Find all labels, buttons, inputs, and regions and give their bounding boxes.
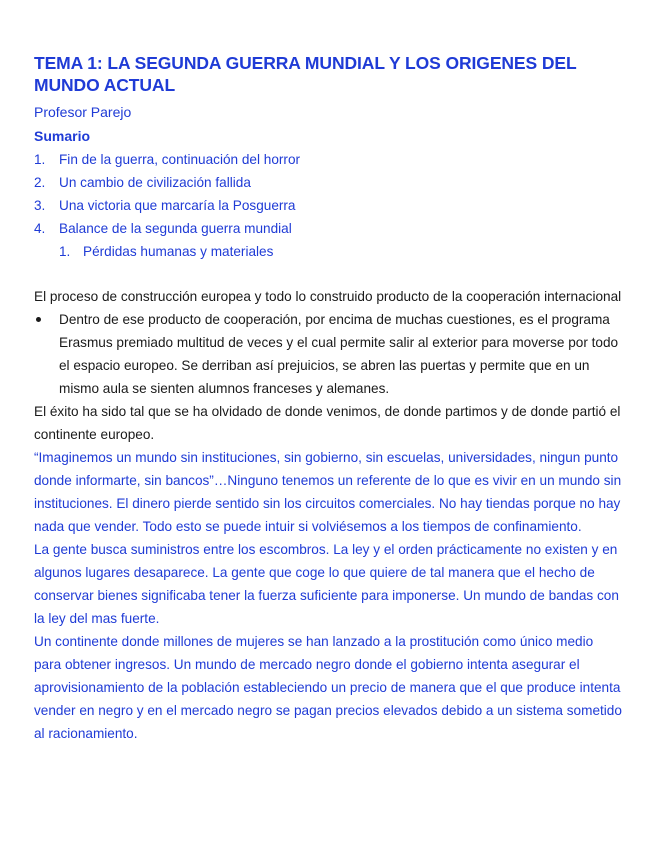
summary-item-number: 3. xyxy=(34,198,46,213)
summary-subitem-label: Pérdidas humanas y materiales xyxy=(83,244,274,259)
summary-subitem xyxy=(34,240,622,263)
bullet-item xyxy=(34,308,622,400)
paragraph-4: Un continente donde millones de mujeres se han lanzado a la prostitución como único medio para obtener ingresos. Un mundo de mercado negro donde el gobierno intenta asegurar el aprovisionamiento de la población estableciendo un precio de manera que el que produce intenta vender en negro y en el mercado negro se pagan precios elevados debido a un sistema sometido al racionamiento. xyxy=(34,634,622,741)
document-body xyxy=(34,285,622,745)
summary-item xyxy=(34,217,622,240)
summary-item-label: Balance de la segunda guerra mundial xyxy=(59,221,292,236)
bullet-icon xyxy=(36,317,41,322)
summary-item xyxy=(34,194,622,217)
summary-heading: Sumario xyxy=(34,128,91,144)
intro-paragraph: El proceso de construcción europea y todo lo construido producto de la cooperación internacional xyxy=(34,289,622,304)
paragraph-2: “Imaginemos un mundo sin instituciones, sin gobierno, sin escuelas, universidades, ningun punto donde informarte, sin bancos”…Ninguno tenemos un referente de lo que es vivir en un mundo sin instituciones. El dinero pierde sentido sin los circuitos comerciales. No hay tiendas porque no hay nada que vender. Todo esto se puede intuir si volviésemos a los tiempos de confinamiento. xyxy=(34,450,622,534)
summary-item-label: Un cambio de civilización fallida xyxy=(59,175,251,190)
summary-subitem-number: 1. xyxy=(59,244,71,259)
paragraph-3: La gente busca suministros entre los escombros. La ley y el orden prácticamente no existen y en algunos lugares desaparece. La gente que coge lo que quiere de tal manera que el hecho de conservar bienes significaba tener la fuerza suficiente para imponerse. Un mundo de bandas con la ley del mas fuerte. xyxy=(34,542,619,626)
document-title: TEMA 1: LA SEGUNDA GUERRA MUNDIAL Y LOS ORIGENES DEL MUNDO ACTUAL xyxy=(34,53,577,95)
summary-item-number: 4. xyxy=(34,221,46,236)
summary-item-number: 1. xyxy=(34,152,46,167)
paragraph-1: El éxito ha sido tal que se ha olvidado de donde venimos, de donde partimos y de donde partió el continente europeo. xyxy=(34,404,621,442)
summary-item-label: Fin de la guerra, continuación del horror xyxy=(59,152,301,167)
author-line: Profesor Parejo xyxy=(34,104,132,120)
summary-item-label: Una victoria que marcaría la Posguerra xyxy=(59,198,296,213)
bullet-text: Dentro de ese producto de cooperación, por encima de muchas cuestiones, es el programa Erasmus premiado multitud de veces y el cual permite salir al exterior para moverse por todo el espacio europeo. Se derriban así prejuicios, se abren las puertas y permite que en un mismo aula se sienten alumnos franceses y alemanes. xyxy=(59,312,619,396)
summary-item xyxy=(34,171,622,194)
summary-list xyxy=(34,148,622,263)
summary-item xyxy=(34,148,622,171)
summary-item-number: 2. xyxy=(34,175,46,190)
